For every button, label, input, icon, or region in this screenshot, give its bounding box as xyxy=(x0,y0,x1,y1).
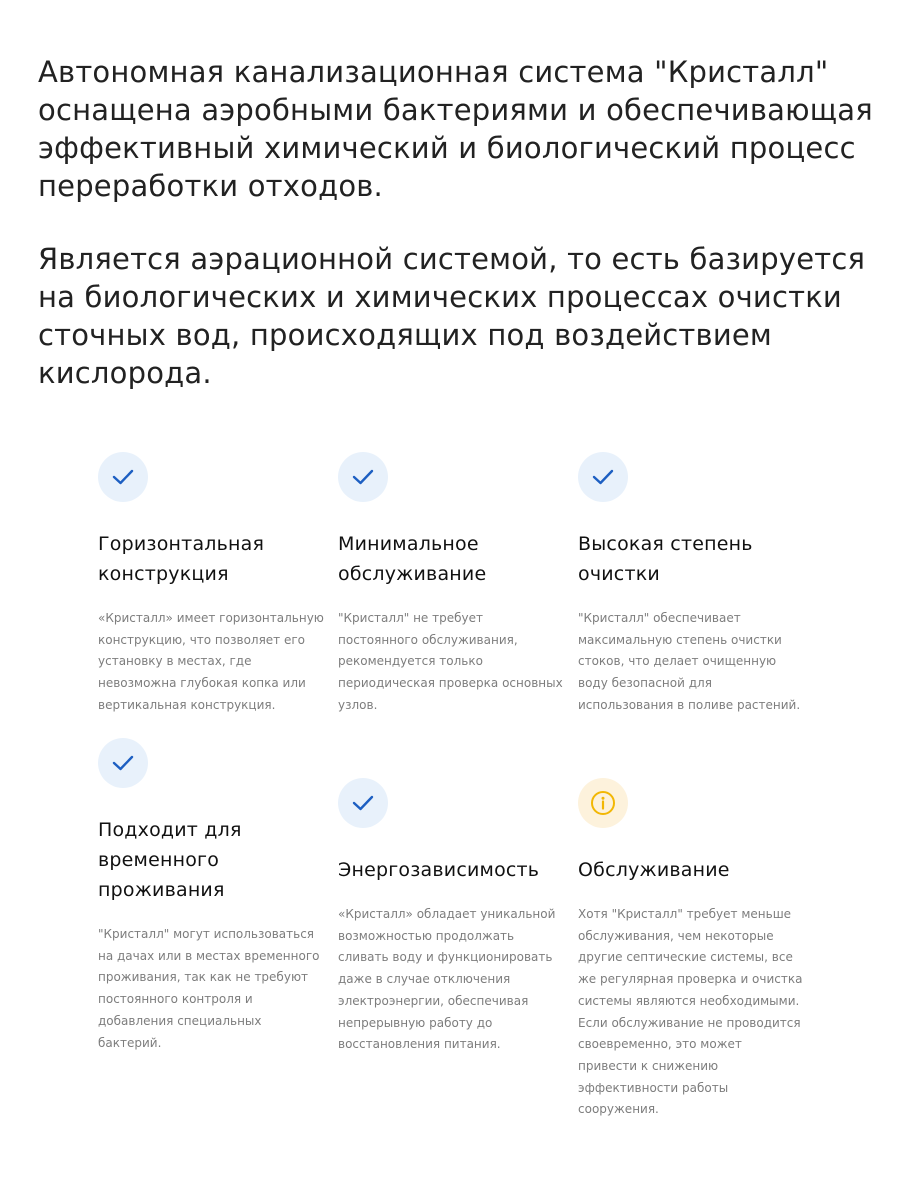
feature-title: Высокая степень очистки xyxy=(578,533,753,585)
feature-title: Подходит для временного проживания xyxy=(98,819,242,901)
feature-description: Хотя "Кристалл" требует меньше обслуживания, чем некоторые другие септические системы, все же регулярная проверка и очистка системы являются необходимыми. Если обслуживание не проводится своевременно, это может привести к снижению эффективности работы сооружения. xyxy=(578,907,803,1117)
info-icon xyxy=(578,778,628,828)
feature-title: Горизонтальная конструкция xyxy=(98,533,265,585)
intro-paragraph-1: Автономная канализационная система "Кристалл" оснащена аэробными бактериями и обеспечивающая эффективный химический и биологический процесс переработки отходов. xyxy=(38,55,873,203)
check-icon xyxy=(338,778,388,828)
feature-title: Обслуживание xyxy=(578,859,730,881)
feature-description: «Кристалл» обладает уникальной возможностью продолжать сливать воду и функционировать даже в случае отключения электроэнергии, обеспечивая непрерывную работу до восстановления питания. xyxy=(338,907,556,1052)
feature-title: Энергозависимость xyxy=(338,859,540,881)
check-icon xyxy=(98,738,148,788)
check-icon xyxy=(338,452,388,502)
feature-title: Минимальное обслуживание xyxy=(338,533,487,585)
feature-description: "Кристалл" обеспечивает максимальную степень очистки стоков, что делает очищенную воду безопасной для использования в поливе растений. xyxy=(578,611,801,712)
check-icon xyxy=(98,452,148,502)
feature-description: "Кристалл" могут использоваться на дачах или в местах временного проживания, так как не требуют постоянного контроля и добавления специальных бактерий. xyxy=(98,927,320,1050)
feature-description: "Кристалл" не требует постоянного обслуживания, рекомендуется только периодическая проверка основных узлов. xyxy=(338,611,563,712)
intro-paragraph-2: Является аэрационной системой, то есть базируется на биологических и химических процессах очистки сточных вод, происходящих под воздействием кислорода. xyxy=(38,242,866,390)
feature-description: «Кристалл» имеет горизонтальную конструкцию, что позволяет его установку в местах, где невозможна глубокая копка или вертикальная конструкция. xyxy=(98,611,324,712)
check-icon xyxy=(578,452,628,502)
